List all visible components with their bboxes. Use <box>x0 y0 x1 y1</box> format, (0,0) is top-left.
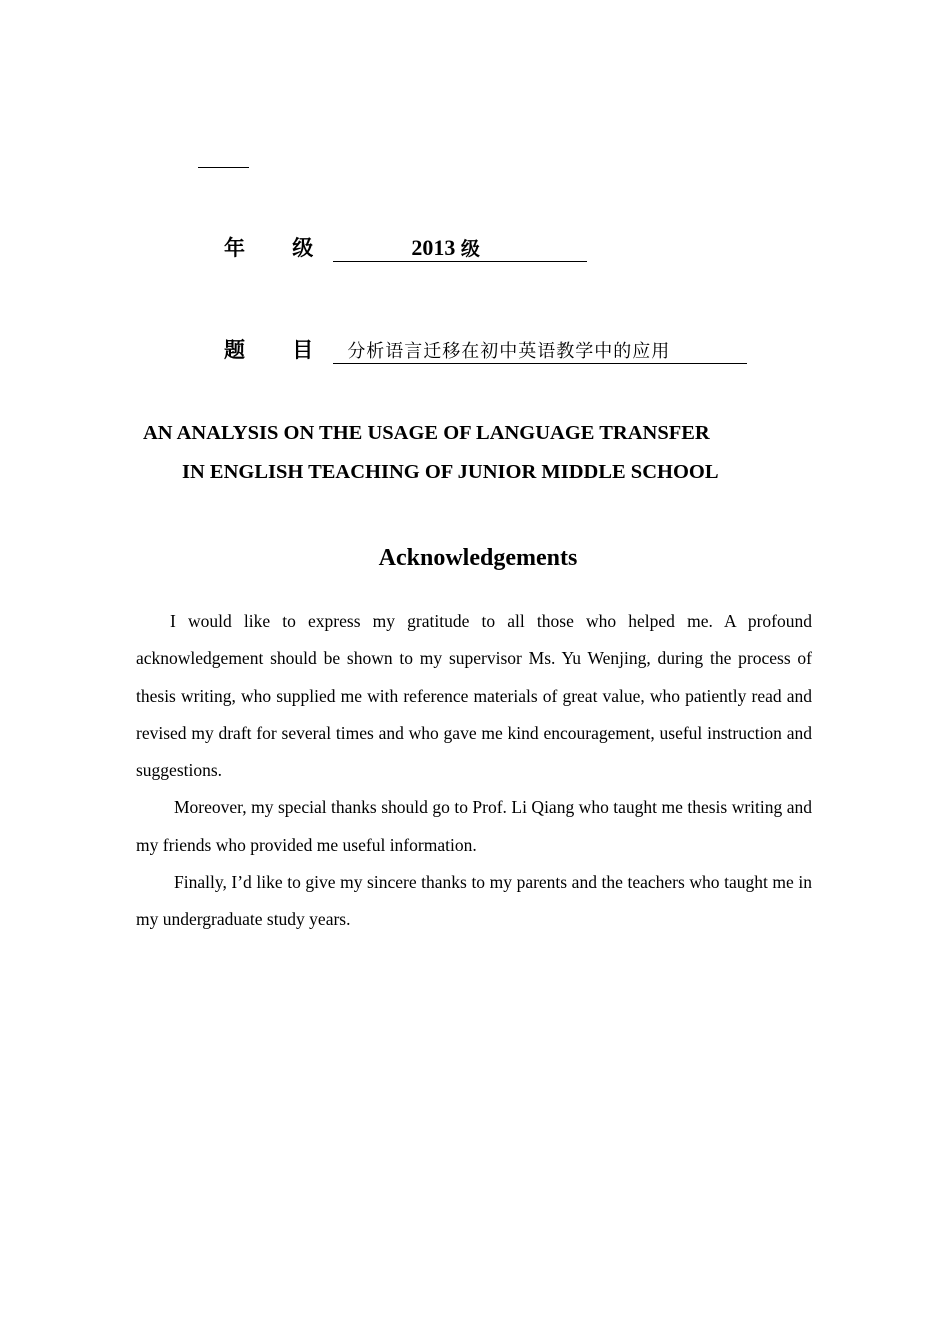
grade-field <box>224 232 587 262</box>
english-title-line-1: AN ANALYSIS ON THE USAGE OF LANGUAGE TRANSFER <box>143 422 710 444</box>
acknowledgements-body <box>136 603 812 939</box>
paragraph: Moreover, my special thanks should go to Prof. Li Qiang who taught me thesis writing and my friends who provided me useful information. <box>136 797 812 855</box>
grade-value <box>333 235 587 262</box>
grade-value-suffix: 级 <box>460 237 480 260</box>
grade-label: 年 级 <box>224 236 334 260</box>
paragraph: I would like to express my gratitude to all those who helped me. A profound acknowledgement should be shown to my supervisor Ms. Yu Wenjing, during the process of thesis writing, who supplied me with reference materials of great value, who patiently read and revised my draft for several times and who gave me kind encouragement, useful instruction and suggestions. <box>136 611 812 781</box>
english-title-line-2: IN ENGLISH TEACHING OF JUNIOR MIDDLE SCHOOL <box>182 461 719 483</box>
acknowledgements-heading: Acknowledgements <box>378 545 578 571</box>
subject-value: 分析语言迁移在初中英语教学中的应用 <box>333 341 747 364</box>
paragraph: Finally, I’d like to give my sincere thanks to my parents and the teachers who taught me in my undergraduate study years. <box>136 872 812 930</box>
subject-label: 题 目 <box>224 338 334 362</box>
subject-field <box>224 334 747 364</box>
grade-value-number: 2013 <box>411 234 456 260</box>
top-underline-rule <box>198 167 249 168</box>
